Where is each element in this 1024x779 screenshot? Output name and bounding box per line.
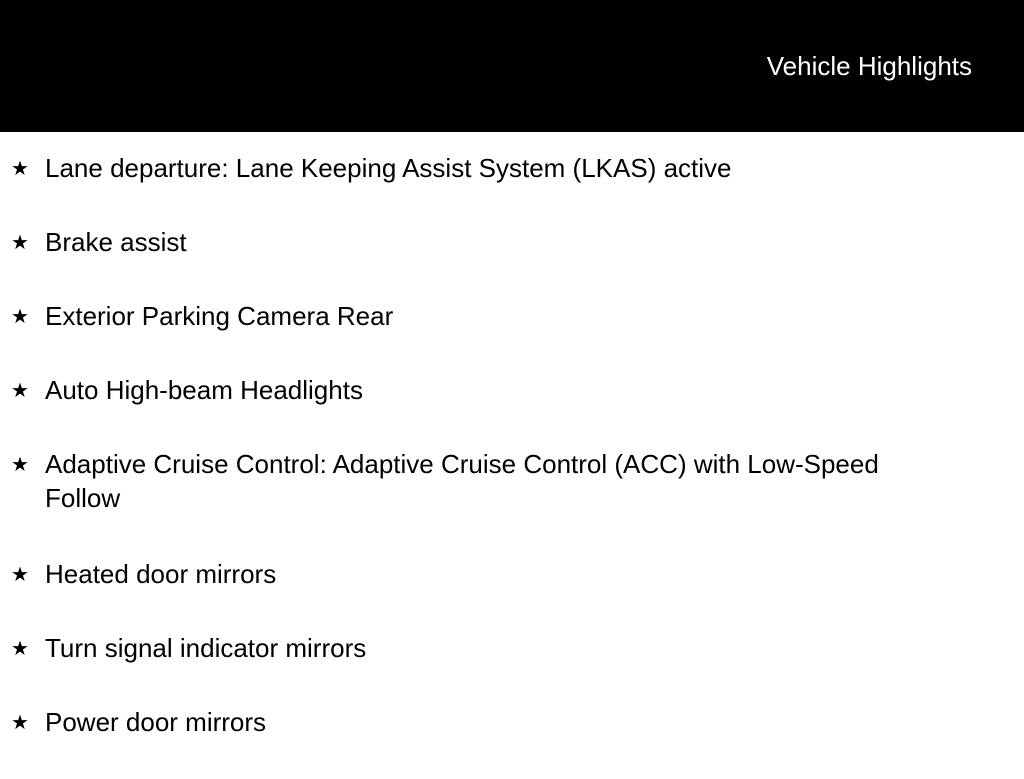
header-bar: [0, 0, 1024, 132]
page-title: Vehicle Highlights: [766, 51, 972, 81]
list-item-label: Exterior Parking Camera Rear: [45, 301, 394, 331]
star-icon: ★: [11, 564, 29, 586]
list-item: [0, 299, 1024, 333]
list-item: [0, 447, 1024, 515]
list-item: [0, 557, 1024, 591]
list-item-label: Lane departure: Lane Keeping Assist System (LKAS) active: [45, 153, 732, 183]
star-icon: ★: [11, 380, 29, 402]
list-item: [0, 705, 1024, 739]
star-icon: ★: [11, 638, 29, 660]
list-item: [0, 151, 1024, 185]
list-item: [0, 373, 1024, 407]
list-item-label: Adaptive Cruise Control: Adaptive Cruise Control (ACC) with Low-Speed Follow: [45, 449, 879, 513]
star-icon: ★: [11, 306, 29, 328]
star-icon: ★: [11, 158, 29, 180]
list-item-label: Brake assist: [45, 227, 187, 257]
list-item-label: Turn signal indicator mirrors: [45, 633, 367, 663]
list-item: [0, 631, 1024, 665]
list-item-label: Heated door mirrors: [45, 559, 277, 589]
list-item-label: Auto High-beam Headlights: [45, 375, 363, 405]
star-icon: ★: [11, 454, 29, 476]
list-item: [0, 225, 1024, 259]
star-icon: ★: [11, 712, 29, 734]
list-item-label: Power door mirrors: [45, 707, 267, 737]
highlights-list: [0, 151, 1024, 779]
star-icon: ★: [11, 232, 29, 254]
